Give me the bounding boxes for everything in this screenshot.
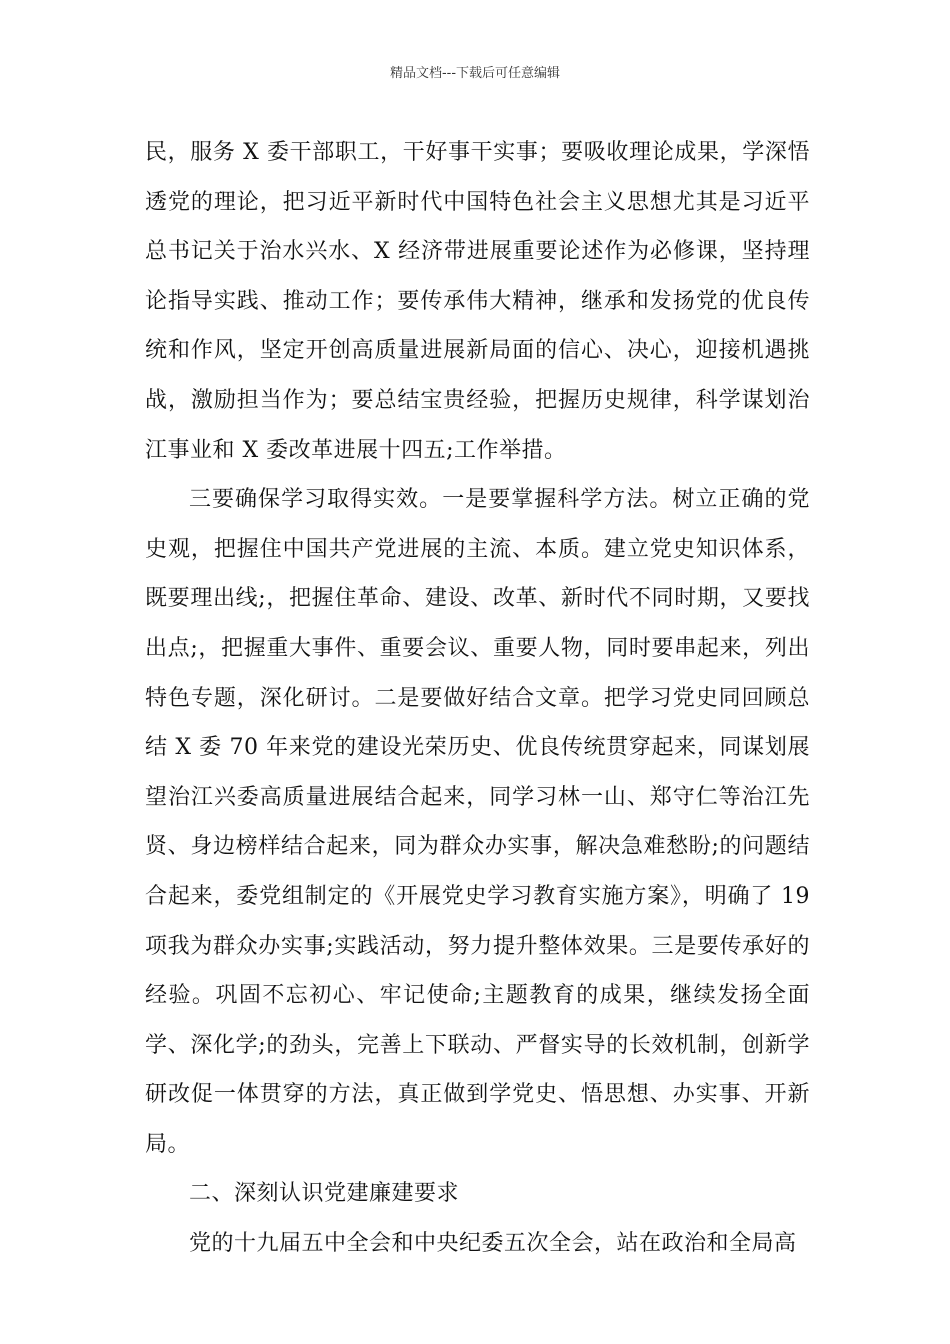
paragraph-1: 民，服务 X 委干部职工，干好事干实事；要吸收理论成果，学深悟透党的理论，把习近平新时代中国特色社会主义思想尤其是习近平总书记关于治水兴水、X 经济带进展重要论述作为必修课，坚持理论指导实践、推动工作；要传承伟大精神，继承和发扬党的优良传统和作风，坚定开创高质量进展新局面的信心、决心，迎接机遇挑战，激励担当作为；要总结宝贵经验，把握历史规律，科学谋划治江事业和 X 委改革进展十四五;工作举措。	[145, 140, 810, 463]
document-body	[145, 128, 810, 1269]
page-header: 精品文档---下载后可任意编辑	[389, 66, 561, 81]
paragraph-2: 三要确保学习取得实效。一是要掌握科学方法。树立正确的党史观，把握住中国共产党进展的主流、本质。建立党史知识体系，既要理出线;，把握住革命、建设、改革、新时代不同时期，又要找出点;，把握重大事件、重要会议、重要人物，同时要串起来，列出特色专题，深化研讨。二是要做好结合文章。把学习党史同回顾总结 X 委 70 年来党的建设光荣历史、优良传统贯穿起来，同谋划展望治江兴委高质量进展结合起来，同学习林一山、郑守仁等治江先贤、身边榜样结合起来，同为群众办实事，解决急难愁盼;的问题结合起来，委党组制定的《开展党史学习教育实施方案》，明确了 19 项我为群众办实事;实践活动，努力提升整体效果。三是要传承好的经验。巩固不忘初心、牢记使命;主题教育的成果，继续发扬全面学、深化学;的劲头，完善上下联动、严督实导的长效机制，创新学研改促一体贯穿的方法，真正做到学党史、悟思想、办实事、开新局。	[145, 487, 810, 1157]
section-heading: 二、深刻认识党建廉建要求	[189, 1181, 460, 1207]
paragraph-3: 党的十九届五中全会和中央纪委五次全会，站在政治和全局高	[189, 1231, 797, 1257]
